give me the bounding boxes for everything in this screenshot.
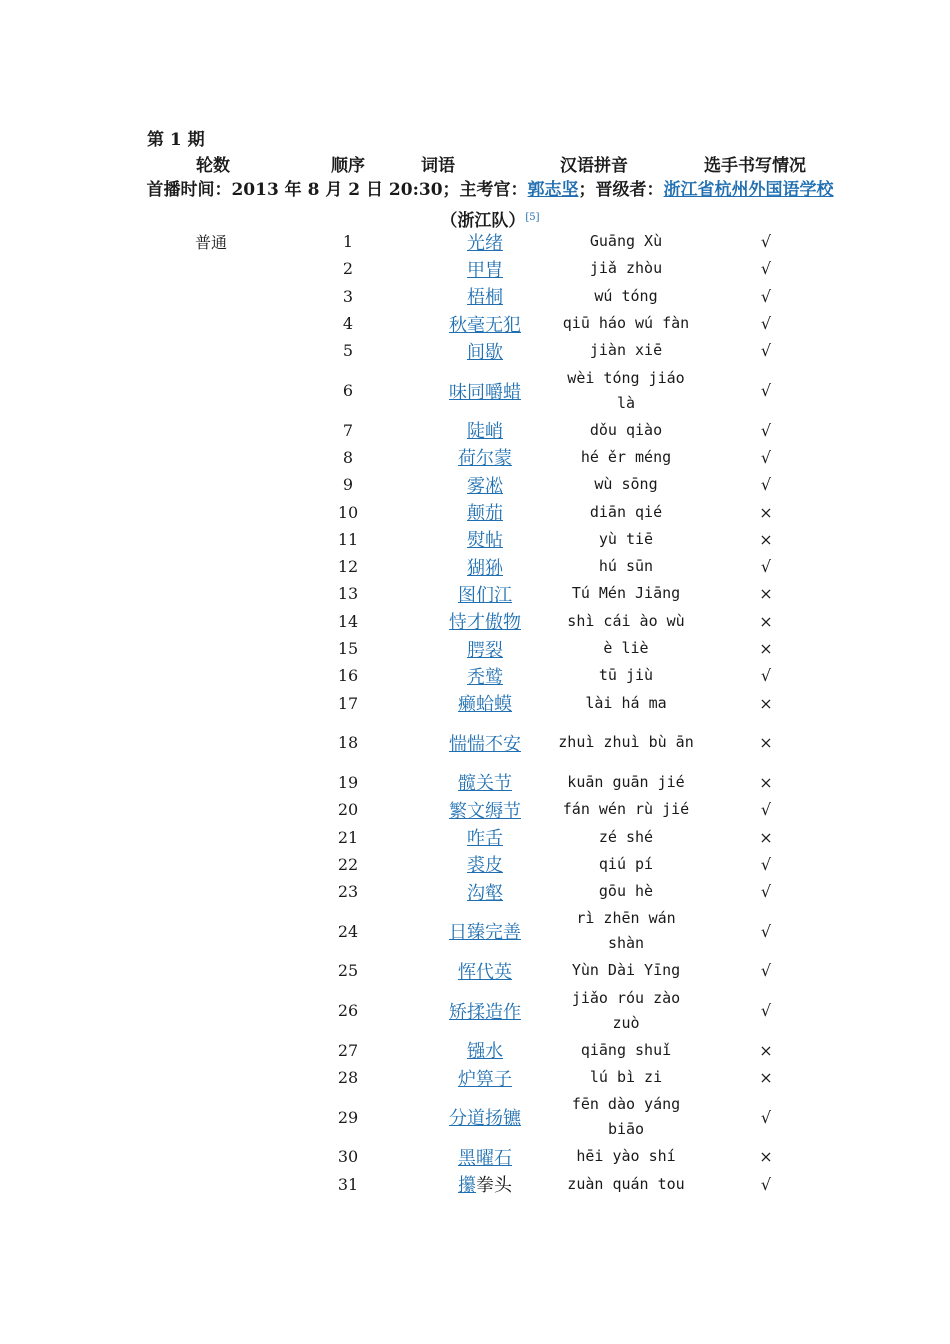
- word-link[interactable]: 黑曜石: [458, 1147, 512, 1169]
- row-word: [425, 580, 545, 607]
- word-link[interactable]: 甲胄: [467, 259, 503, 281]
- row-seq: 24: [337, 921, 359, 941]
- row-seq: 31: [337, 1174, 359, 1194]
- table-row: [0, 1064, 950, 1091]
- word-link[interactable]: 图们江: [458, 584, 512, 606]
- row-result-mark: √: [760, 1174, 772, 1194]
- word-link[interactable]: 裘皮: [467, 855, 503, 877]
- row-pinyin: dǒu qiào: [589, 420, 663, 439]
- table-row: [0, 635, 950, 662]
- word-link[interactable]: 陡峭: [467, 421, 503, 443]
- word-link[interactable]: 腭裂: [467, 639, 503, 661]
- row-seq: 22: [337, 854, 359, 874]
- row-pinyin: hé ěr méng: [580, 447, 672, 466]
- row-pinyin: zé shé: [598, 827, 654, 846]
- row-result-mark: √: [760, 1001, 772, 1021]
- row-word: [425, 283, 545, 310]
- row-result-mark: √: [760, 961, 772, 981]
- row-pinyin: lú bì zi: [589, 1068, 663, 1087]
- word-link[interactable]: 繁文缛节: [449, 800, 521, 822]
- header-result: 选手书写情况: [704, 156, 806, 176]
- table-row: [0, 796, 950, 823]
- row-pinyin: fán wén rù jié: [562, 800, 690, 819]
- row-seq: 12: [337, 557, 359, 577]
- row-pinyin: hú sūn: [598, 557, 654, 576]
- table-row: [0, 255, 950, 282]
- team-name: （浙江队）: [440, 211, 526, 231]
- row-seq: 30: [337, 1147, 359, 1167]
- row-word: [425, 823, 545, 850]
- row-seq: 13: [337, 584, 359, 604]
- round-label: 普通: [195, 233, 228, 252]
- header-word: 词语: [421, 156, 455, 176]
- row-result-mark: ×: [759, 611, 773, 631]
- word-link[interactable]: 日臻完善: [449, 922, 521, 944]
- table-row: [0, 553, 950, 580]
- table-row: [0, 1091, 950, 1143]
- word-link[interactable]: 癞蛤蟆: [458, 694, 512, 716]
- row-word: [425, 1143, 545, 1170]
- table-row: [0, 580, 950, 607]
- row-result-mark: √: [760, 921, 772, 941]
- row-seq: 5: [342, 341, 354, 361]
- row-pinyin: shì cái ào wù: [567, 611, 685, 630]
- row-result-mark: √: [760, 1107, 772, 1127]
- row-word: [425, 553, 545, 580]
- row-seq: 3: [342, 286, 354, 306]
- row-pinyin: tū jiù: [598, 666, 654, 685]
- row-seq: 17: [337, 693, 359, 713]
- word-link[interactable]: 分道扬镳: [449, 1108, 521, 1130]
- row-seq: 10: [337, 502, 359, 522]
- word-link[interactable]: 炉箅子: [458, 1068, 512, 1090]
- row-result-mark: √: [760, 666, 772, 686]
- row-word: [425, 851, 545, 878]
- table-row: [0, 957, 950, 984]
- word-link[interactable]: 秃鹫: [467, 666, 503, 688]
- row-pinyin: jiǎ zhòu: [589, 259, 663, 278]
- row-pinyin: qiú pí: [598, 854, 654, 873]
- row-result-mark: ×: [759, 639, 773, 659]
- row-seq: 28: [337, 1068, 359, 1088]
- row-word: [425, 228, 545, 255]
- row-result-mark: ×: [759, 827, 773, 847]
- broadcast-info: [140, 177, 840, 235]
- row-pinyin: wù sōng: [594, 475, 658, 494]
- row-result-mark: ×: [759, 529, 773, 549]
- row-pinyin: kuān guān jié: [567, 772, 685, 791]
- row-result-mark: √: [760, 259, 772, 279]
- row-pinyin: fēn dào yáng biāo: [571, 1095, 681, 1139]
- table-row: [0, 769, 950, 796]
- table-row: [0, 1171, 950, 1198]
- row-word: [425, 796, 545, 823]
- row-pinyin: qiū háo wú fàn: [562, 314, 690, 333]
- word-link[interactable]: 镪水: [467, 1041, 503, 1063]
- row-result-mark: √: [760, 447, 772, 467]
- row-result-mark: √: [760, 882, 772, 902]
- row-seq: 26: [337, 1001, 359, 1021]
- row-result-mark: ×: [759, 693, 773, 713]
- row-word: [425, 471, 545, 498]
- table-row: [0, 717, 950, 769]
- word-link[interactable]: 攥: [458, 1175, 476, 1197]
- table-row: [0, 662, 950, 689]
- row-seq: 21: [337, 827, 359, 847]
- row-word: [425, 717, 545, 769]
- row-pinyin: diān qié: [589, 502, 663, 521]
- row-pinyin: rì zhēn wán shàn: [576, 909, 676, 953]
- row-result-mark: ×: [759, 584, 773, 604]
- row-pinyin: wú tóng: [594, 286, 658, 305]
- row-result-mark: ×: [759, 502, 773, 522]
- row-pinyin: Tú Mén Jiāng: [571, 584, 681, 603]
- word-link[interactable]: 髋关节: [458, 773, 512, 795]
- row-result-mark: √: [760, 341, 772, 361]
- word-link[interactable]: 沟壑: [467, 882, 503, 904]
- table-row: [0, 823, 950, 850]
- row-result-mark: √: [760, 286, 772, 306]
- word-link[interactable]: 惴惴不安: [449, 733, 521, 755]
- word-suffix: 拳头: [476, 1175, 512, 1197]
- examiner-link[interactable]: 郭志坚: [527, 180, 579, 200]
- row-seq: 1: [342, 232, 354, 252]
- row-result-mark: √: [760, 381, 772, 400]
- row-word: [425, 769, 545, 796]
- table-row: [0, 283, 950, 310]
- row-word: [425, 690, 545, 717]
- row-word: [425, 878, 545, 905]
- row-seq: 14: [337, 611, 359, 631]
- row-result-mark: √: [760, 475, 772, 495]
- row-result-mark: √: [760, 854, 772, 874]
- reference-mark[interactable]: [5]: [525, 212, 540, 223]
- row-pinyin: jiǎo róu zào zuò: [571, 988, 681, 1032]
- word-link[interactable]: 荷尔蒙: [458, 448, 512, 470]
- row-word: [425, 417, 545, 444]
- table-row: [0, 471, 950, 498]
- row-word: [425, 365, 545, 417]
- row-pinyin: yù tiē: [598, 529, 654, 548]
- row-result-mark: ×: [759, 733, 773, 753]
- row-word: [425, 444, 545, 471]
- row-pinyin: è liè: [603, 639, 649, 658]
- row-pinyin: gōu hè: [598, 882, 654, 901]
- row-word: [425, 526, 545, 553]
- word-link[interactable]: 秋毫无犯: [449, 314, 521, 336]
- table-row: [0, 878, 950, 905]
- word-link[interactable]: 熨帖: [467, 530, 503, 552]
- row-seq: 16: [337, 666, 359, 686]
- row-result-mark: ×: [759, 1147, 773, 1167]
- row-pinyin: zhuì zhuì bù ān: [558, 733, 694, 752]
- row-result-mark: √: [760, 557, 772, 577]
- word-link[interactable]: 恃才傲物: [449, 612, 521, 634]
- word-link[interactable]: 光绪: [467, 232, 503, 254]
- row-result-mark: √: [760, 232, 772, 252]
- table-row: [0, 417, 950, 444]
- table-row: [0, 365, 950, 417]
- row-seq: 7: [342, 420, 354, 440]
- table-row: [0, 690, 950, 717]
- row-result-mark: ×: [759, 1040, 773, 1060]
- word-link[interactable]: 猢狲: [467, 557, 503, 579]
- row-result-mark: ×: [759, 772, 773, 792]
- row-word: [425, 635, 545, 662]
- table-row: [0, 1143, 950, 1170]
- row-seq: 6: [342, 381, 354, 400]
- table-row: [0, 985, 950, 1037]
- row-result-mark: ×: [759, 1068, 773, 1088]
- row-pinyin: hēi yào shí: [576, 1147, 676, 1166]
- row-seq: 8: [342, 447, 354, 467]
- row-seq: 20: [337, 800, 359, 820]
- row-word: [425, 1091, 545, 1143]
- header-pinyin: 汉语拼音: [560, 156, 628, 176]
- word-link[interactable]: 咋舌: [467, 828, 503, 850]
- row-word: [425, 1171, 545, 1198]
- row-word: [425, 662, 545, 689]
- row-seq: 29: [337, 1107, 359, 1127]
- table-row: [0, 1037, 950, 1064]
- row-pinyin: Guāng Xù: [589, 232, 663, 251]
- row-result-mark: √: [760, 800, 772, 820]
- table-row: [0, 526, 950, 553]
- word-link[interactable]: 颠茄: [467, 503, 503, 525]
- row-seq: 18: [337, 733, 359, 753]
- word-link[interactable]: 矫揉造作: [449, 1001, 521, 1023]
- row-pinyin: lài há ma: [585, 693, 667, 712]
- school-link[interactable]: 浙江省杭州外国语学校: [663, 180, 834, 200]
- table-row: [0, 228, 950, 255]
- word-link[interactable]: 恽代英: [458, 961, 512, 983]
- row-seq: 19: [337, 772, 359, 792]
- row-seq: 23: [337, 882, 359, 902]
- table-row: [0, 608, 950, 635]
- row-seq: 27: [337, 1040, 359, 1060]
- row-word: [425, 905, 545, 957]
- row-pinyin: qiāng shuǐ: [580, 1040, 672, 1059]
- row-word: [425, 1037, 545, 1064]
- row-pinyin: jiàn xiē: [589, 341, 663, 360]
- header-order: 顺序: [331, 156, 365, 176]
- table-row: [0, 310, 950, 337]
- row-result-mark: √: [760, 420, 772, 440]
- row-seq: 25: [337, 961, 359, 981]
- row-word: [425, 985, 545, 1037]
- word-link[interactable]: 味同嚼蜡: [449, 381, 521, 403]
- word-link[interactable]: 梧桐: [467, 287, 503, 309]
- issue-title: 第 1 期: [147, 130, 205, 150]
- row-pinyin: wèi tóng jiáo là: [567, 368, 685, 412]
- row-word: [425, 337, 545, 364]
- broadcast-prefix: 首播时间：2013 年 8 月 2 日 20:30；主考官：: [146, 180, 528, 200]
- row-word: [425, 1064, 545, 1091]
- row-seq: 4: [342, 314, 354, 334]
- row-pinyin: zuàn quán tou: [567, 1174, 685, 1193]
- row-pinyin: Yùn Dài Yīng: [571, 961, 681, 980]
- table-row: [0, 905, 950, 957]
- row-word: [425, 498, 545, 525]
- header-round: 轮数: [196, 156, 230, 176]
- table-row: [0, 444, 950, 471]
- row-word: [425, 255, 545, 282]
- row-word: [425, 957, 545, 984]
- row-result-mark: √: [760, 314, 772, 334]
- row-seq: 15: [337, 639, 359, 659]
- row-seq: 9: [342, 475, 354, 495]
- row-seq: 2: [342, 259, 354, 279]
- row-seq: 11: [337, 529, 359, 549]
- table-row: [0, 851, 950, 878]
- word-link[interactable]: 间歇: [467, 341, 503, 363]
- table-row: [0, 337, 950, 364]
- row-word: [425, 310, 545, 337]
- table-row: [0, 498, 950, 525]
- word-link[interactable]: 雾凇: [467, 475, 503, 497]
- row-word: [425, 608, 545, 635]
- broadcast-middle: ；晋级者：: [578, 180, 664, 200]
